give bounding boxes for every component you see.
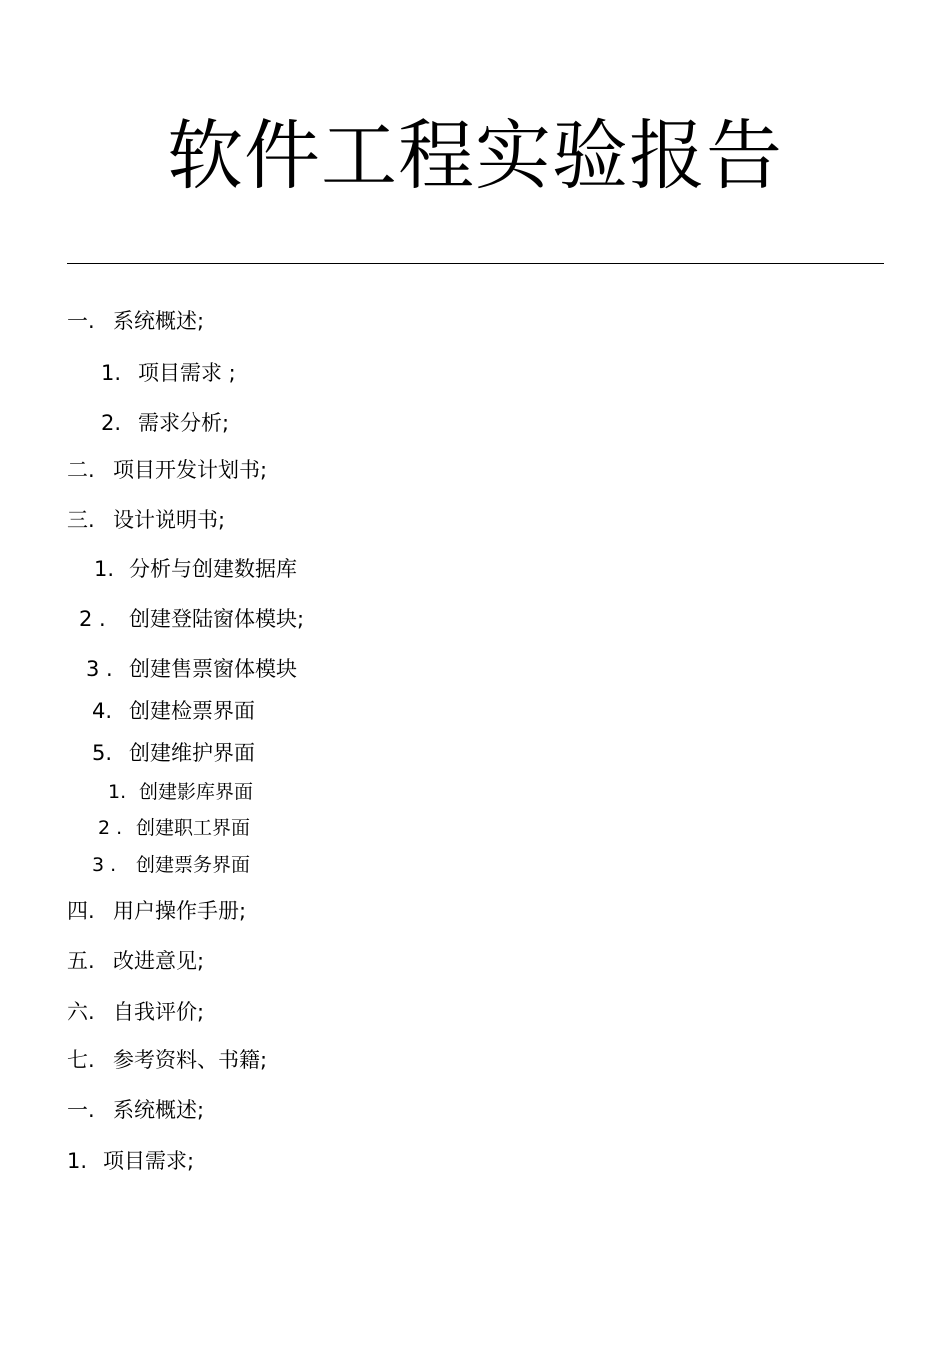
toc-item-text: 创建影库界面 — [139, 781, 254, 803]
toc-item-number: 1. — [101, 361, 122, 385]
toc-item-number: 3 . — [86, 657, 113, 681]
document-title: 软件工程实验报告 — [167, 111, 783, 200]
toc-item-text: 创建检票界面 — [129, 699, 255, 723]
toc-item — [67, 307, 204, 335]
toc-item-text: 创建登陆窗体模块; — [129, 607, 305, 631]
toc-item-number: 2 . — [98, 817, 123, 839]
subsection-heading-text: 项目需求; — [103, 1149, 195, 1173]
toc-item — [92, 739, 255, 767]
toc-subitem — [92, 852, 250, 878]
toc-item — [79, 605, 304, 633]
toc-item-number: 三. — [67, 508, 95, 532]
toc-item — [101, 409, 229, 437]
toc-item-number: 4. — [92, 699, 113, 723]
toc-item-text: 项目开发计划书; — [113, 458, 268, 482]
toc-item-text: 项目需求 ; — [138, 361, 236, 385]
toc-item-number: 五. — [67, 949, 95, 973]
toc-item-number: 1. — [108, 781, 127, 803]
toc-item — [92, 697, 255, 725]
toc-item-text: 参考资料、书籍; — [113, 1048, 268, 1072]
toc-item — [94, 555, 297, 583]
toc-subitem — [98, 815, 250, 841]
toc-item-text: 用户操作手册; — [113, 899, 247, 923]
toc-item — [67, 998, 204, 1026]
title-divider — [67, 263, 884, 264]
toc-item — [67, 506, 225, 534]
section-number: 一. — [67, 1098, 95, 1122]
section-heading-text: 系统概述; — [113, 1098, 205, 1122]
toc-item-text: 设计说明书; — [113, 508, 226, 532]
toc-item-text: 自我评价; — [113, 1000, 205, 1024]
toc-item — [67, 947, 204, 975]
toc-item — [67, 897, 246, 925]
toc-item — [67, 1046, 267, 1074]
toc-item-number: 5. — [92, 741, 113, 765]
toc-item-number: 一. — [67, 309, 95, 333]
toc-item-text: 创建票务界面 — [136, 854, 251, 876]
subsection-heading — [67, 1147, 194, 1175]
toc-item-number: 四. — [67, 899, 95, 923]
toc-subitem — [108, 779, 253, 805]
toc-item-text: 创建售票窗体模块 — [129, 657, 297, 681]
subsection-number: 1. — [67, 1149, 88, 1173]
toc-item-number: 2 . — [79, 607, 106, 631]
toc-item-text: 系统概述; — [113, 309, 205, 333]
toc-item-text: 改进意见; — [113, 949, 205, 973]
toc-item — [67, 456, 267, 484]
toc-item-number: 2. — [101, 411, 122, 435]
toc-item-number: 七. — [67, 1048, 95, 1072]
toc-item-text: 创建职工界面 — [136, 817, 251, 839]
toc-item-text: 分析与创建数据库 — [129, 557, 297, 581]
toc-item — [101, 359, 236, 387]
toc-item — [86, 655, 297, 683]
toc-item-number: 3 . — [92, 854, 117, 876]
toc-item-number: 二. — [67, 458, 95, 482]
toc-item-number: 六. — [67, 1000, 95, 1024]
toc-item-text: 创建维护界面 — [129, 741, 255, 765]
section-heading — [67, 1096, 204, 1124]
toc-item-number: 1. — [94, 557, 115, 581]
toc-item-text: 需求分析; — [138, 411, 230, 435]
